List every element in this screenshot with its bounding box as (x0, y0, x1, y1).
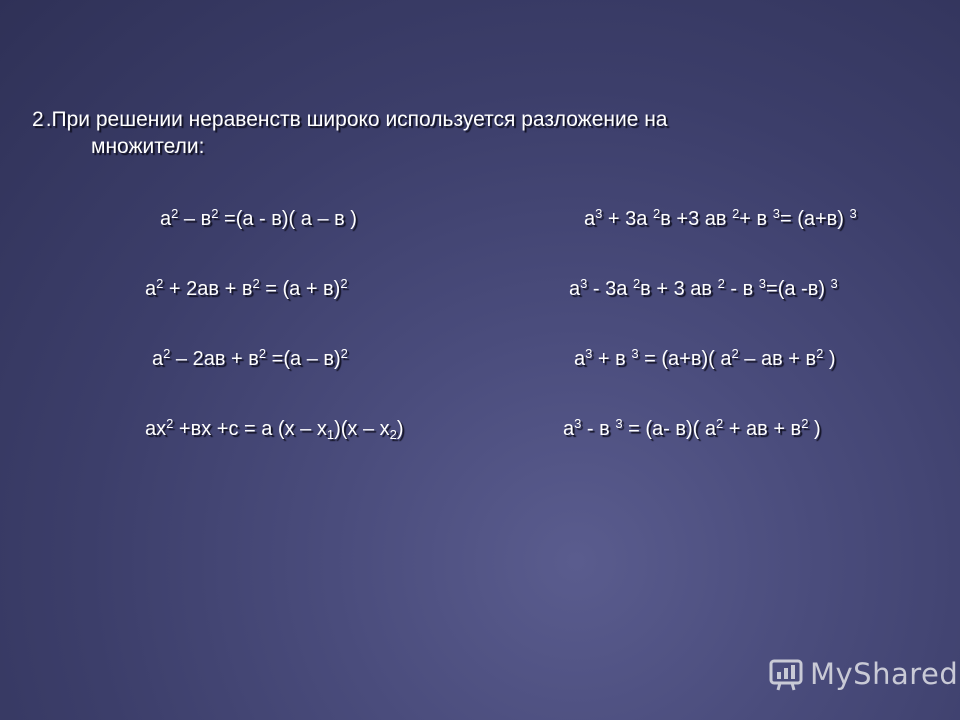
myshared-logo-icon (768, 656, 804, 692)
formula-square-of-sum: $а^2 + 2ав + в^2 = (а + в)^2$ (145, 276, 348, 300)
formula-sum-of-cubes: $а^3 + в$ $^3$ = (а+в)( $а^2$ – ав + $в^2$ ) (574, 346, 836, 370)
formula-difference-of-cubes: $а^3$ - в $^3$ = (а- в)( $а^2$ + ав + $в^2$ ) (563, 416, 821, 440)
intro-text (32, 106, 912, 160)
watermark-text: MyShared (810, 657, 959, 691)
intro-line-2: множители: (91, 135, 205, 158)
myshared-watermark (768, 656, 958, 692)
formula-cube-of-difference: $а^3 - 3а$ $^2$в + 3 ав $^2$ - в $^3$=(а -в) $^3$ (569, 276, 838, 300)
formula-square-of-difference: $а^2 - 2ав + в^2 =(а - в)^2$ (152, 346, 348, 370)
intro-line-1: .При решении неравенств широко используется разложение на (45, 108, 668, 131)
formula-quadratic-factoring: $ах^2 +вх +с = а$ $(х - х_1)(х - х_2)$ (145, 416, 404, 442)
formula-cube-of-sum: $а^3 + 3а$ $^2$в +3 ав $^2$+ в $^3$= (а+в) $^3$ (584, 206, 857, 230)
formula-difference-of-squares: $а^2 - в^2 =(а - в)$( а – в ) (160, 206, 357, 230)
item-number: 2 (32, 108, 44, 131)
